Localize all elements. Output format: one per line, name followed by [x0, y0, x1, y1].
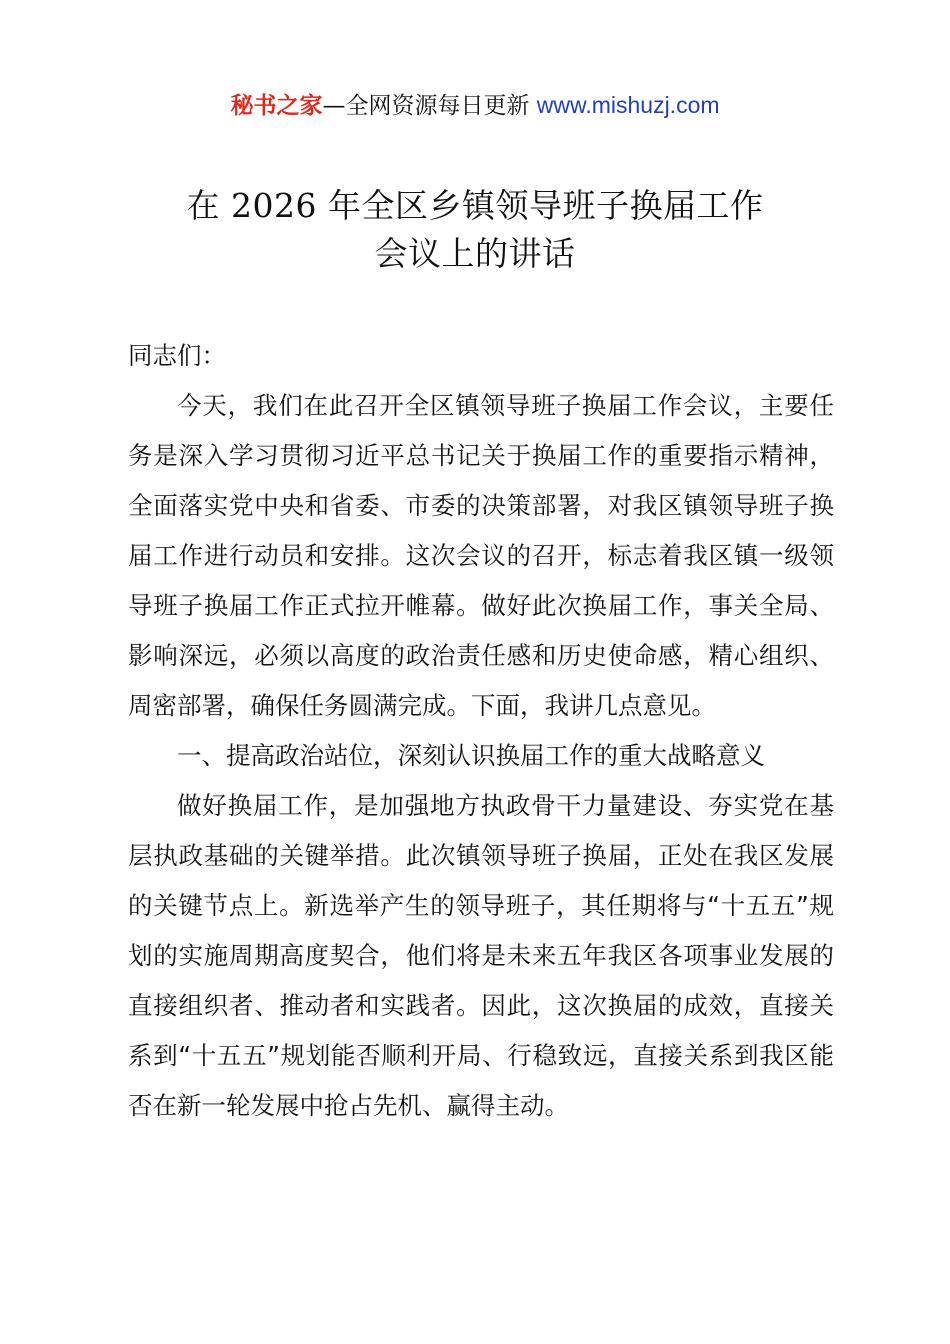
- title-line-1: 在 2026 年全区乡镇领导班子换届工作: [186, 186, 764, 225]
- title-line-2: 会议上的讲话: [374, 234, 576, 273]
- paragraph-intro: 今天，我们在此召开全区镇领导班子换届工作会议，主要任务是深入学习贯彻习近平总书记关于换届工作的重要指示精神，全面落实党中央和省委、市委的决策部署，对我区镇领导班子换届工作进行动员和安排。这次会议的召开，标志着我区镇一级领导班子换届工作正式拉开帷幕。做好此次换届工作，事关全局、影响深远，必须以高度的政治责任感和历史使命感，精心组织、周密部署，确保任务圆满完成。下面，我讲几点意见。: [128, 391, 834, 720]
- salutation: 同志们：: [128, 341, 226, 370]
- document-title: [0, 182, 950, 278]
- site-url-link[interactable]: www.mishuzj.com: [536, 92, 720, 118]
- brand-name: 秘书之家: [230, 93, 323, 119]
- document-body: [128, 331, 834, 1131]
- section-heading-1: 一、提高政治站位，深刻认识换届工作的重大战略意义: [177, 741, 765, 770]
- paragraph-section-1: 做好换届工作，是加强地方执政骨干力量建设、夯实党在基层执政基础的关键举措。此次镇领导班子换届，正处在我区发展的关键节点上。新选举产生的领导班子，其任期将与“十五五”规划的实施周期高度契合，他们将是未来五年我区各项事业发展的直接组织者、推动者和实践者。因此，这次换届的成效，直接关系到“十五五”规划能否顺利开局、行稳致远，直接关系到我区能否在新一轮发展中抢占先机、赢得主动。: [128, 791, 834, 1120]
- header-tagline: —全网资源每日更新: [322, 93, 537, 119]
- site-header: [0, 88, 950, 123]
